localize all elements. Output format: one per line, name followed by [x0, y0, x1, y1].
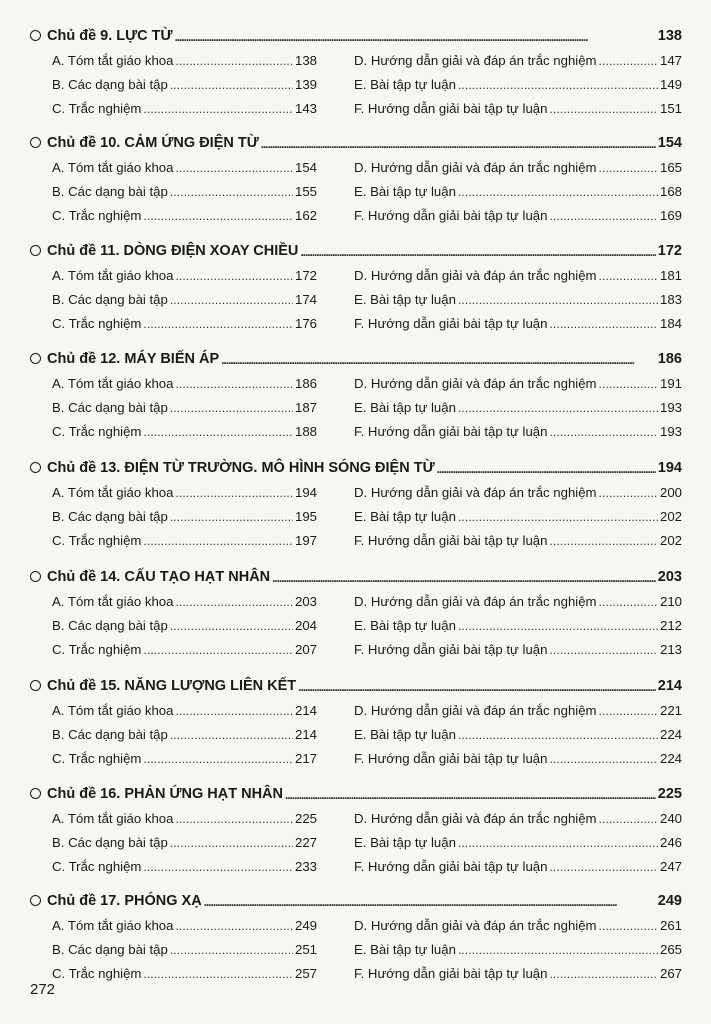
circle-bullet-icon — [30, 895, 41, 906]
dot-leader — [549, 102, 658, 116]
dot-leader — [170, 728, 293, 742]
toc-entry[interactable] — [354, 637, 682, 657]
entry-page: 143 — [294, 101, 317, 116]
toc-entry[interactable] — [52, 311, 317, 331]
entry-label: D. Hướng dẫn giải và đáp án trắc nghiệm — [354, 594, 597, 609]
topic-page: 154 — [657, 135, 682, 151]
dot-leader — [143, 967, 293, 981]
entry-label: E. Bài tập tự luận — [354, 942, 456, 957]
entry-label: A. Tóm tắt giáo khoa — [52, 53, 174, 68]
toc-topic — [0, 674, 711, 779]
toc-entry[interactable] — [52, 48, 317, 68]
toc-entry[interactable] — [52, 287, 317, 307]
entry-page: 186 — [294, 376, 317, 391]
dot-leader — [143, 643, 293, 657]
toc-entry[interactable] — [354, 155, 682, 175]
toc-entry[interactable] — [354, 48, 682, 68]
entry-label: C. Trắc nghiệm — [52, 208, 142, 223]
entry-page: 213 — [659, 642, 682, 657]
dot-leader — [175, 704, 293, 718]
entry-page: 233 — [294, 859, 317, 874]
entry-label: E. Bài tập tự luận — [354, 509, 456, 524]
entry-page: 194 — [294, 485, 317, 500]
topic-page: 225 — [657, 786, 682, 802]
entry-page: 202 — [659, 509, 682, 524]
entry-label: B. Các dạng bài tập — [52, 835, 168, 850]
entry-page: 169 — [659, 208, 682, 223]
toc-topic — [0, 782, 711, 887]
toc-entry[interactable] — [354, 480, 682, 500]
topic-page: 172 — [657, 243, 682, 259]
entry-page: 181 — [659, 268, 682, 283]
dot-leader — [458, 185, 658, 199]
entry-page: 212 — [659, 618, 682, 633]
entry-page: 187 — [294, 400, 317, 415]
entry-page: 261 — [659, 918, 682, 933]
entry-page: 165 — [659, 160, 682, 175]
topic-title: Chủ đề 17. PHÓNG XẠ — [47, 893, 202, 909]
entry-page: 162 — [294, 208, 317, 223]
dot-leader — [458, 293, 658, 307]
toc-entry[interactable] — [52, 419, 317, 439]
topic-title: Chủ đề 14. CẤU TẠO HẠT NHÂN — [47, 569, 271, 585]
toc-entry[interactable] — [52, 263, 317, 283]
toc-entry[interactable] — [52, 480, 317, 500]
dot-leader — [175, 30, 656, 44]
entry-label: F. Hướng dẫn giải bài tập tự luận — [354, 101, 548, 116]
toc-entry[interactable] — [354, 854, 682, 874]
topic-page: 249 — [657, 893, 682, 909]
entry-page: 214 — [294, 727, 317, 742]
toc-entry[interactable] — [52, 528, 317, 548]
entry-label: E. Bài tập tự luận — [354, 292, 456, 307]
entry-page: 139 — [294, 77, 317, 92]
entry-label: A. Tóm tắt giáo khoa — [52, 594, 174, 609]
entry-label: D. Hướng dẫn giải và đáp án trắc nghiệm — [354, 703, 597, 718]
dot-leader — [549, 643, 658, 657]
toc-entry[interactable] — [52, 613, 317, 633]
page-number: 272 — [30, 981, 56, 998]
entry-label: A. Tóm tắt giáo khoa — [52, 376, 174, 391]
entry-page: 221 — [659, 703, 682, 718]
toc-entry[interactable] — [52, 830, 317, 850]
toc-entry[interactable] — [354, 913, 682, 933]
topic-title: Chủ đề 10. CẢM ỨNG ĐIỆN TỪ — [47, 135, 259, 151]
toc-entry[interactable] — [52, 637, 317, 657]
entry-page: 195 — [294, 509, 317, 524]
toc-entry[interactable] — [354, 589, 682, 609]
dot-leader — [170, 293, 293, 307]
toc-entry[interactable] — [52, 504, 317, 524]
dot-leader — [549, 967, 658, 981]
entry-page: 174 — [294, 292, 317, 307]
entry-label: C. Trắc nghiệm — [52, 424, 142, 439]
dot-leader — [458, 943, 658, 957]
entry-label: D. Hướng dẫn giải và đáp án trắc nghiệm — [354, 811, 597, 826]
entry-label: E. Bài tập tự luận — [354, 77, 456, 92]
dot-leader — [300, 245, 655, 259]
toc-entry[interactable] — [52, 589, 317, 609]
entry-label: D. Hướng dẫn giải và đáp án trắc nghiệm — [354, 376, 597, 391]
dot-leader — [549, 425, 658, 439]
topic-heading[interactable] — [30, 565, 682, 585]
dot-leader — [549, 752, 658, 766]
entry-page: 207 — [294, 642, 317, 657]
entry-label: B. Các dạng bài tập — [52, 292, 168, 307]
topic-heading[interactable] — [30, 782, 682, 802]
dot-leader — [175, 377, 293, 391]
entry-page: 246 — [659, 835, 682, 850]
dot-leader — [221, 353, 656, 367]
topic-heading[interactable] — [30, 889, 682, 909]
entry-label: B. Các dạng bài tập — [52, 400, 168, 415]
toc-entry[interactable] — [354, 613, 682, 633]
entry-label: D. Hướng dẫn giải và đáp án trắc nghiệm — [354, 53, 597, 68]
entry-page: 202 — [659, 533, 682, 548]
entry-page: 151 — [659, 101, 682, 116]
topic-heading[interactable] — [30, 131, 682, 151]
entry-label: F. Hướng dẫn giải bài tập tự luận — [354, 533, 548, 548]
dot-leader — [458, 510, 658, 524]
toc-entry[interactable] — [52, 913, 317, 933]
toc-entry[interactable] — [354, 287, 682, 307]
dot-leader — [204, 895, 656, 909]
toc-entry[interactable] — [354, 96, 682, 116]
dot-leader — [599, 269, 658, 283]
dot-leader — [599, 54, 658, 68]
topic-page: 214 — [657, 678, 682, 694]
toc-entry[interactable] — [52, 937, 317, 957]
dot-leader — [175, 486, 293, 500]
dot-leader — [143, 102, 293, 116]
topic-title: Chủ đề 11. DÒNG ĐIỆN XOAY CHIỀU — [47, 243, 299, 259]
entry-page: 203 — [294, 594, 317, 609]
circle-bullet-icon — [30, 462, 41, 473]
circle-bullet-icon — [30, 353, 41, 364]
entry-label: F. Hướng dẫn giải bài tập tự luận — [354, 751, 548, 766]
toc-entry[interactable] — [52, 395, 317, 415]
entry-page: 197 — [294, 533, 317, 548]
entry-label: F. Hướng dẫn giải bài tập tự luận — [354, 859, 548, 874]
entry-label: A. Tóm tắt giáo khoa — [52, 485, 174, 500]
entry-label: D. Hướng dẫn giải và đáp án trắc nghiệm — [354, 485, 597, 500]
dot-leader — [549, 209, 658, 223]
entry-label: B. Các dạng bài tập — [52, 509, 168, 524]
topic-heading[interactable] — [30, 24, 682, 44]
entry-page: 193 — [659, 400, 682, 415]
toc-entry[interactable] — [354, 311, 682, 331]
entry-label: C. Trắc nghiệm — [52, 642, 142, 657]
entry-label: C. Trắc nghiệm — [52, 533, 142, 548]
entry-label: A. Tóm tắt giáo khoa — [52, 703, 174, 718]
toc-topic — [0, 889, 711, 994]
circle-bullet-icon — [30, 788, 41, 799]
entry-page: 176 — [294, 316, 317, 331]
toc-entry[interactable] — [52, 179, 317, 199]
toc-entry[interactable] — [52, 371, 317, 391]
toc-entry[interactable] — [354, 504, 682, 524]
entry-label: F. Hướng dẫn giải bài tập tự luận — [354, 316, 548, 331]
entry-page: 147 — [659, 53, 682, 68]
entry-page: 240 — [659, 811, 682, 826]
entry-page: 257 — [294, 966, 317, 981]
dot-leader — [143, 425, 293, 439]
entry-label: C. Trắc nghiệm — [52, 101, 142, 116]
toc-entry[interactable] — [354, 203, 682, 223]
toc-entry[interactable] — [354, 395, 682, 415]
toc-entry[interactable] — [52, 698, 317, 718]
entry-label: E. Bài tập tự luận — [354, 618, 456, 633]
dot-leader — [437, 462, 656, 476]
dot-leader — [170, 510, 293, 524]
entry-page: 191 — [659, 376, 682, 391]
entry-label: D. Hướng dẫn giải và đáp án trắc nghiệm — [354, 160, 597, 175]
entry-page: 267 — [659, 966, 682, 981]
topic-page: 186 — [657, 351, 682, 367]
toc-topic — [0, 239, 711, 344]
dot-leader — [143, 860, 293, 874]
toc-entry[interactable] — [354, 528, 682, 548]
dot-leader — [458, 836, 658, 850]
entry-page: 224 — [659, 751, 682, 766]
circle-bullet-icon — [30, 137, 41, 148]
entry-page: 204 — [294, 618, 317, 633]
circle-bullet-icon — [30, 245, 41, 256]
dot-leader — [175, 812, 293, 826]
dot-leader — [272, 571, 656, 585]
entry-page: 224 — [659, 727, 682, 742]
entry-page: 168 — [659, 184, 682, 199]
entry-page: 265 — [659, 942, 682, 957]
entry-label: C. Trắc nghiệm — [52, 966, 142, 981]
toc-topic — [0, 131, 711, 236]
topic-page: 194 — [657, 460, 682, 476]
toc-entry[interactable] — [354, 419, 682, 439]
circle-bullet-icon — [30, 680, 41, 691]
entry-label: F. Hướng dẫn giải bài tập tự luận — [354, 424, 548, 439]
entry-label: B. Các dạng bài tập — [52, 942, 168, 957]
dot-leader — [175, 161, 293, 175]
entry-page: 251 — [294, 942, 317, 957]
entry-page: 149 — [659, 77, 682, 92]
dot-leader — [458, 619, 658, 633]
entry-label: E. Bài tập tự luận — [354, 835, 456, 850]
dot-leader — [549, 534, 658, 548]
toc-entry[interactable] — [52, 96, 317, 116]
dot-leader — [170, 943, 293, 957]
topic-heading[interactable] — [30, 456, 682, 476]
toc-entry[interactable] — [52, 746, 317, 766]
dot-leader — [143, 317, 293, 331]
dot-leader — [170, 836, 293, 850]
entry-page: 188 — [294, 424, 317, 439]
entry-label: A. Tóm tắt giáo khoa — [52, 811, 174, 826]
toc-entry[interactable] — [52, 722, 317, 742]
dot-leader — [170, 401, 293, 415]
entry-label: A. Tóm tắt giáo khoa — [52, 268, 174, 283]
toc-entry[interactable] — [354, 806, 682, 826]
topic-page: 138 — [657, 28, 682, 44]
dot-leader — [143, 534, 293, 548]
entry-label: C. Trắc nghiệm — [52, 859, 142, 874]
entry-page: 184 — [659, 316, 682, 331]
toc-entry[interactable] — [354, 961, 682, 981]
entry-page: 225 — [294, 811, 317, 826]
entry-page: 217 — [294, 751, 317, 766]
toc-entry[interactable] — [354, 937, 682, 957]
dot-leader — [458, 728, 658, 742]
dot-leader — [599, 919, 658, 933]
toc-entry[interactable] — [354, 722, 682, 742]
topic-title: Chủ đề 15. NĂNG LƯỢNG LIÊN KẾT — [47, 678, 297, 694]
dot-leader — [599, 704, 658, 718]
toc-topic — [0, 24, 711, 129]
toc-topic — [0, 456, 711, 561]
dot-leader — [143, 209, 293, 223]
circle-bullet-icon — [30, 30, 41, 41]
entry-page: 138 — [294, 53, 317, 68]
entry-page: 193 — [659, 424, 682, 439]
dot-leader — [285, 788, 656, 802]
entry-label: F. Hướng dẫn giải bài tập tự luận — [354, 642, 548, 657]
topic-title: Chủ đề 13. ĐIỆN TỪ TRƯỜNG. MÔ HÌNH SÓNG ĐIỆN TỪ — [47, 460, 435, 476]
dot-leader — [298, 680, 656, 694]
topic-title: Chủ đề 16. PHẢN ỨNG HẠT NHÂN — [47, 786, 283, 802]
entry-label: C. Trắc nghiệm — [52, 316, 142, 331]
topic-heading[interactable] — [30, 674, 682, 694]
toc-topic — [0, 565, 711, 670]
dot-leader — [261, 137, 656, 151]
dot-leader — [599, 161, 658, 175]
toc-topic — [0, 347, 711, 452]
entry-page: 172 — [294, 268, 317, 283]
entry-label: A. Tóm tắt giáo khoa — [52, 160, 174, 175]
toc-entry[interactable] — [354, 746, 682, 766]
dot-leader — [143, 752, 293, 766]
entry-label: C. Trắc nghiệm — [52, 751, 142, 766]
entry-label: B. Các dạng bài tập — [52, 184, 168, 199]
entry-label: A. Tóm tắt giáo khoa — [52, 918, 174, 933]
toc-entry[interactable] — [354, 263, 682, 283]
toc-entry[interactable] — [52, 961, 317, 981]
entry-page: 249 — [294, 918, 317, 933]
entry-page: 210 — [659, 594, 682, 609]
toc-entry[interactable] — [354, 830, 682, 850]
circle-bullet-icon — [30, 571, 41, 582]
entry-page: 155 — [294, 184, 317, 199]
dot-leader — [599, 812, 658, 826]
dot-leader — [549, 317, 658, 331]
entry-label: B. Các dạng bài tập — [52, 727, 168, 742]
dot-leader — [175, 269, 293, 283]
entry-label: E. Bài tập tự luận — [354, 184, 456, 199]
entry-page: 183 — [659, 292, 682, 307]
entry-label: F. Hướng dẫn giải bài tập tự luận — [354, 208, 548, 223]
entry-page: 227 — [294, 835, 317, 850]
toc-entry[interactable] — [354, 698, 682, 718]
topic-title: Chủ đề 12. MÁY BIẾN ÁP — [47, 351, 220, 367]
topic-page: 203 — [657, 569, 682, 585]
toc-entry[interactable] — [354, 371, 682, 391]
toc-entry[interactable] — [52, 155, 317, 175]
topic-heading[interactable] — [30, 239, 682, 259]
topic-heading[interactable] — [30, 347, 682, 367]
dot-leader — [175, 54, 293, 68]
toc-entry[interactable] — [52, 72, 317, 92]
toc-entry[interactable] — [52, 203, 317, 223]
entry-label: B. Các dạng bài tập — [52, 618, 168, 633]
toc-entry[interactable] — [52, 806, 317, 826]
entry-page: 247 — [659, 859, 682, 874]
dot-leader — [599, 486, 658, 500]
toc-entry[interactable] — [52, 854, 317, 874]
dot-leader — [458, 78, 658, 92]
entry-label: E. Bài tập tự luận — [354, 727, 456, 742]
dot-leader — [458, 401, 658, 415]
entry-label: F. Hướng dẫn giải bài tập tự luận — [354, 966, 548, 981]
entry-label: D. Hướng dẫn giải và đáp án trắc nghiệm — [354, 268, 597, 283]
dot-leader — [170, 78, 293, 92]
entry-page: 200 — [659, 485, 682, 500]
entry-label: B. Các dạng bài tập — [52, 77, 168, 92]
toc-entry[interactable] — [354, 72, 682, 92]
topic-title: Chủ đề 9. LỰC TỪ — [47, 28, 173, 44]
dot-leader — [599, 595, 658, 609]
entry-label: E. Bài tập tự luận — [354, 400, 456, 415]
entry-page: 214 — [294, 703, 317, 718]
dot-leader — [175, 595, 293, 609]
dot-leader — [599, 377, 658, 391]
entry-label: D. Hướng dẫn giải và đáp án trắc nghiệm — [354, 918, 597, 933]
dot-leader — [170, 619, 293, 633]
dot-leader — [175, 919, 293, 933]
dot-leader — [170, 185, 293, 199]
entry-page: 154 — [294, 160, 317, 175]
toc-entry[interactable] — [354, 179, 682, 199]
dot-leader — [549, 860, 658, 874]
